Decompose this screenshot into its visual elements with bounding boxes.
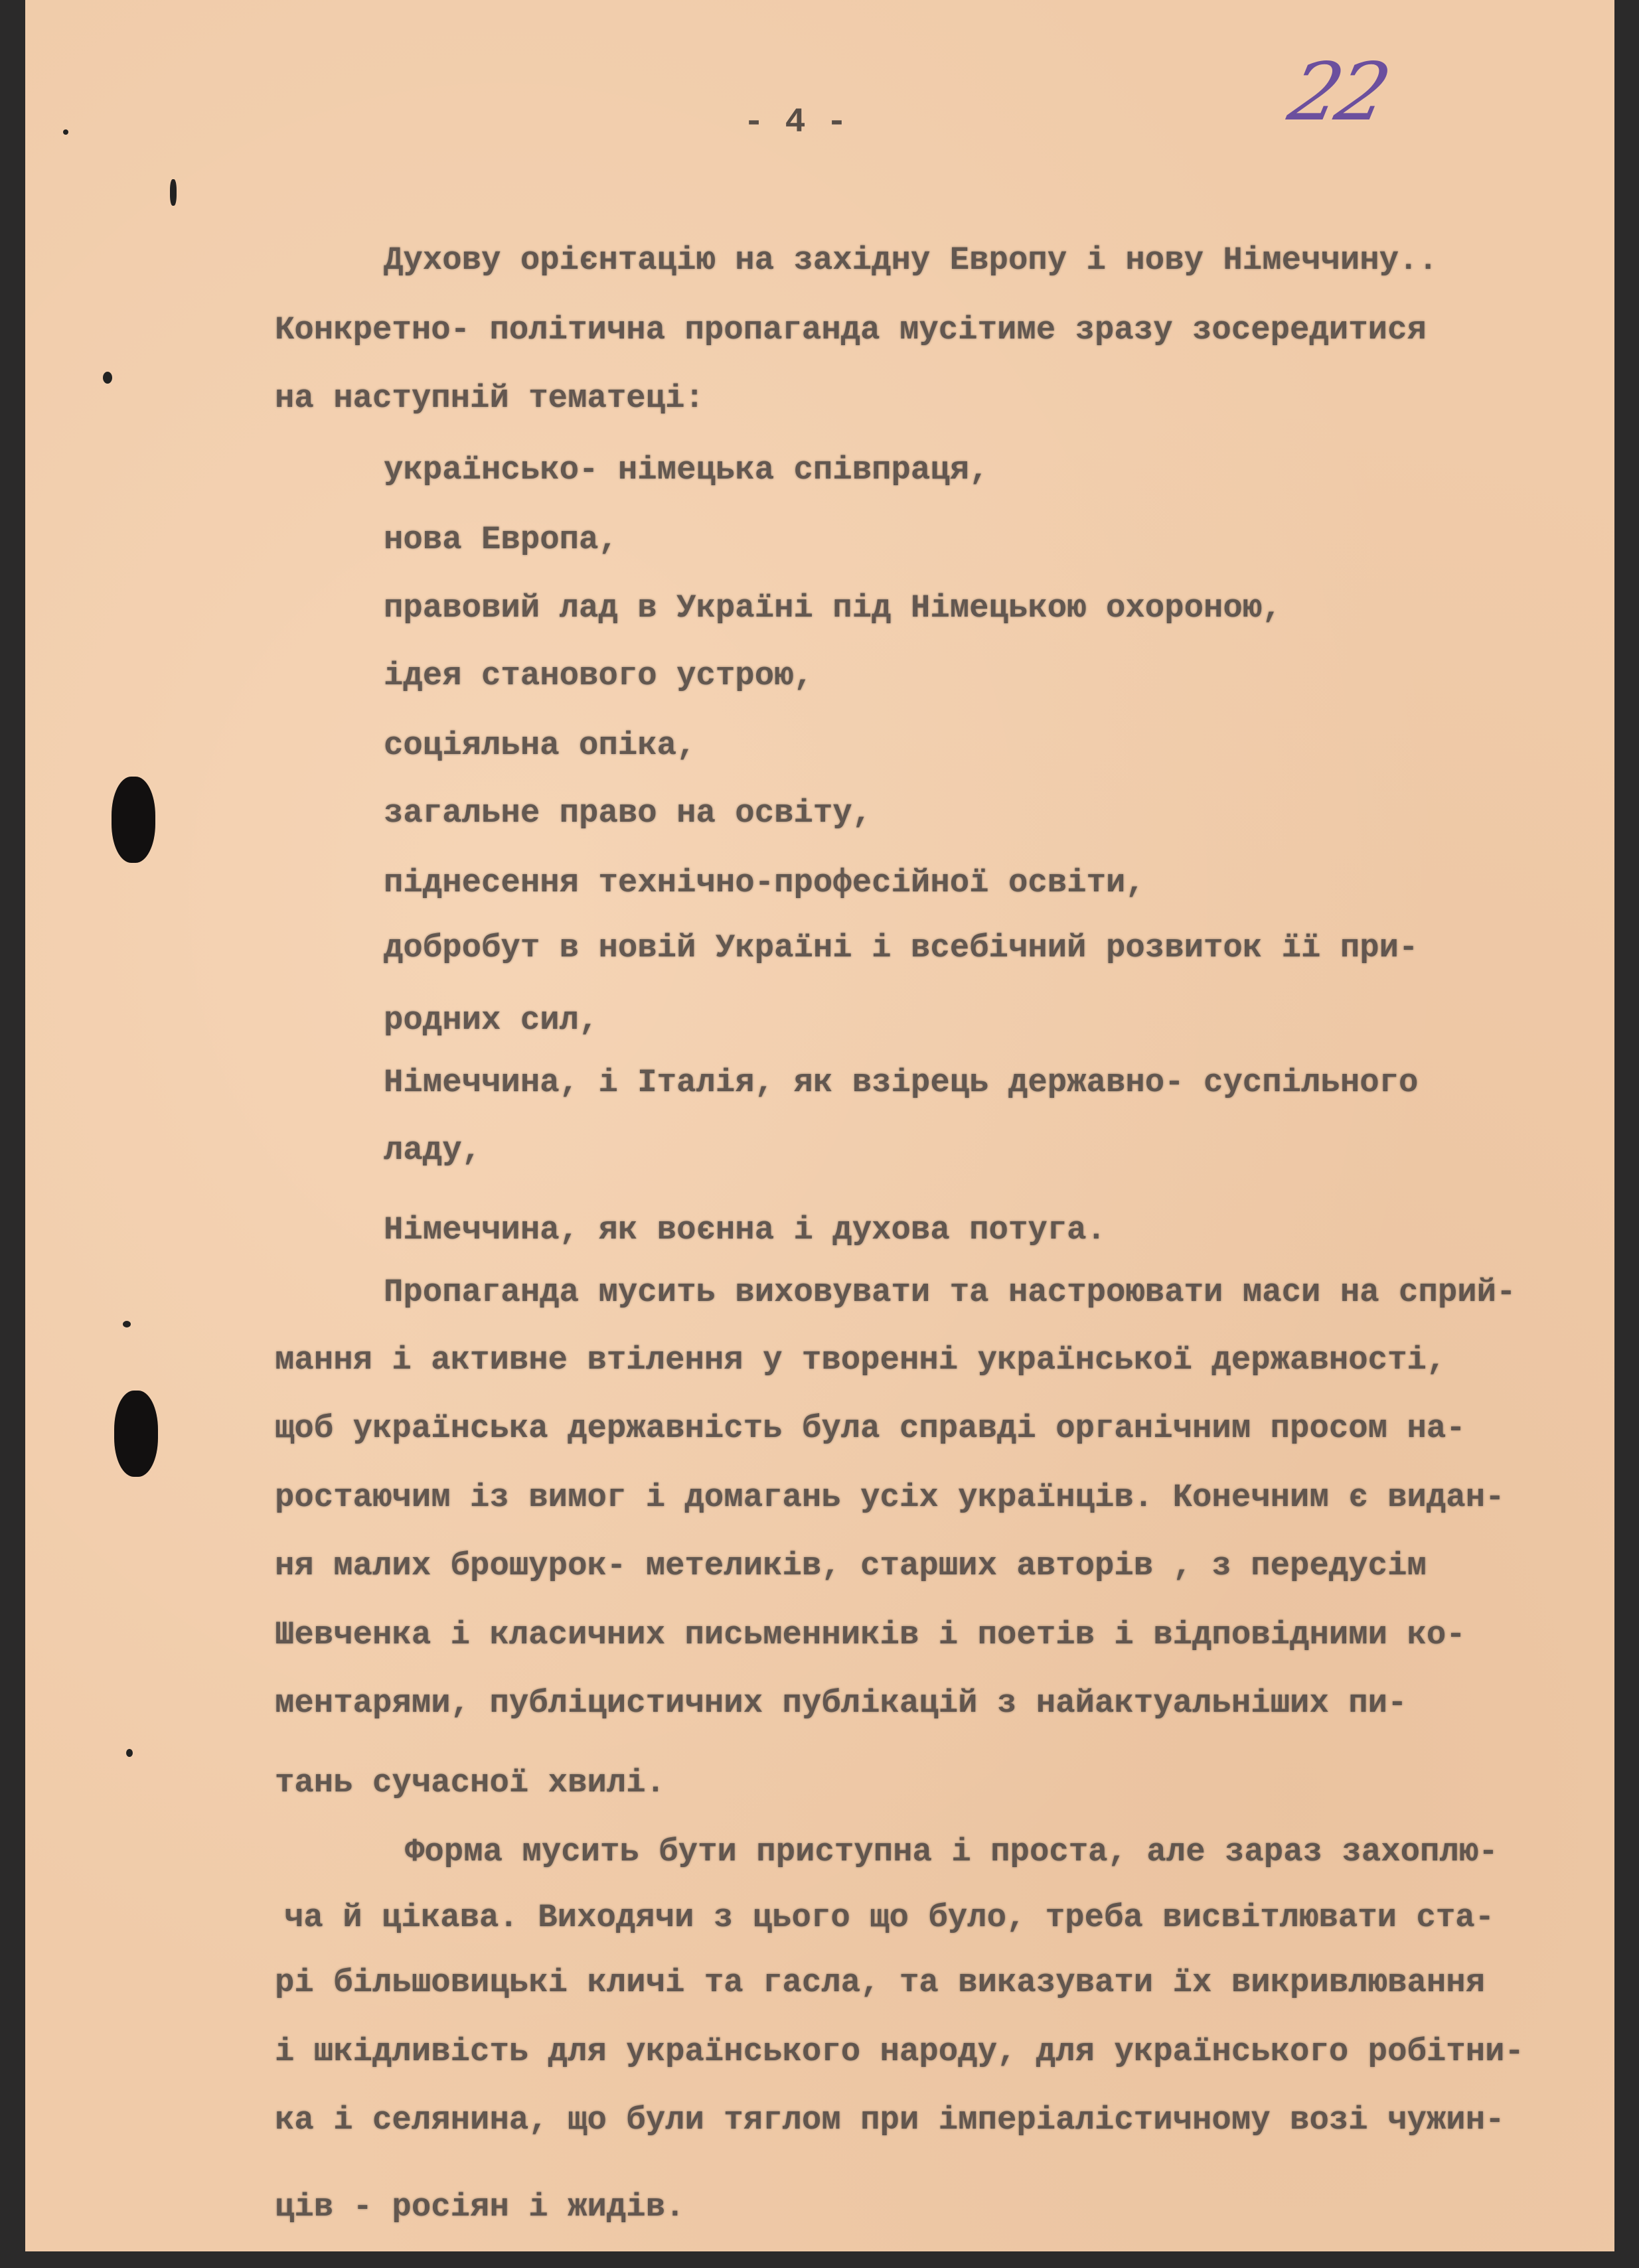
text-line: щоб українська державність була справді органічним просом на- xyxy=(275,1410,1466,1447)
text-line: рі більшовицькі кличі та гасла, та виказувати їх викривлювання xyxy=(275,1964,1486,2001)
list-item: українсько- німецька співпраця, xyxy=(384,451,989,489)
speck xyxy=(126,1749,133,1757)
text-line: Пропаганда мусить виховувати та настроювати маси на сприй- xyxy=(384,1274,1516,1311)
text-line: мання і активне втілення у творенні української державності, xyxy=(275,1341,1446,1379)
list-item: піднесення технічно-професійної освіти, xyxy=(384,864,1145,901)
list-item: ладу, xyxy=(384,1132,482,1169)
speck xyxy=(123,1321,131,1327)
list-item: правовий лад в Україні під Німецькою охороною, xyxy=(384,589,1282,627)
list-item: загальне право на освіту, xyxy=(384,794,872,832)
list-item: нова Европа, xyxy=(384,521,618,558)
speck xyxy=(103,372,112,384)
text-line: Духову орієнтацію на західну Европу і нову Німеччину.. xyxy=(384,242,1438,279)
speck xyxy=(170,179,177,206)
list-item: Німеччина, як воєнна і духова потуга. xyxy=(384,1211,1106,1248)
list-item: Німеччина, і Італія, як взірець державно- суспільного xyxy=(384,1064,1419,1101)
text-line: ментарями, публіцистичних публікацій з найактуальніших пи- xyxy=(275,1685,1407,1722)
punch-hole-top xyxy=(112,777,155,863)
text-line: Форма мусить бути приступна і проста, але зараз захоплю- xyxy=(405,1833,1498,1870)
list-item: родних сил, xyxy=(384,1002,599,1039)
text-line: Конкретно- політична пропаганда мусітиме зразу зосередитися xyxy=(275,311,1427,348)
text-line: ча й цікава. Виходячи з цього що було, треба висвітлювати ста- xyxy=(284,1899,1495,1936)
punch-hole-bottom xyxy=(114,1391,158,1477)
text-line: ростаючим із вимог і домагань усіх українців. Конечним є видан- xyxy=(275,1479,1505,1516)
speck xyxy=(63,129,68,135)
list-item: соціяльна опіка, xyxy=(384,727,696,764)
handwritten-folio-number: 22 xyxy=(1281,46,1395,139)
text-line: і шкідливість для українського народу, для українського робітни- xyxy=(275,2033,1524,2070)
list-item: ідея станового устрою, xyxy=(384,657,813,694)
text-line: ка і селянина, що були тяглом при імперіалістичному возі чужин- xyxy=(275,2101,1505,2139)
page-number: - 4 - xyxy=(743,103,848,142)
text-line: на наступній тематеці: xyxy=(275,380,704,417)
text-line: ня малих брошурок- метеликів, старших авторів , з передусім xyxy=(275,1547,1427,1584)
list-item: добробут в новій Україні і всебічний розвиток її при- xyxy=(384,929,1419,966)
text-line: тань сучасної хвилі. xyxy=(275,1764,666,1801)
text-line: Шевченка і класичних письменників і поетів і відповідними ко- xyxy=(275,1616,1466,1653)
text-line: ців - росіян і жидів. xyxy=(275,2188,685,2226)
